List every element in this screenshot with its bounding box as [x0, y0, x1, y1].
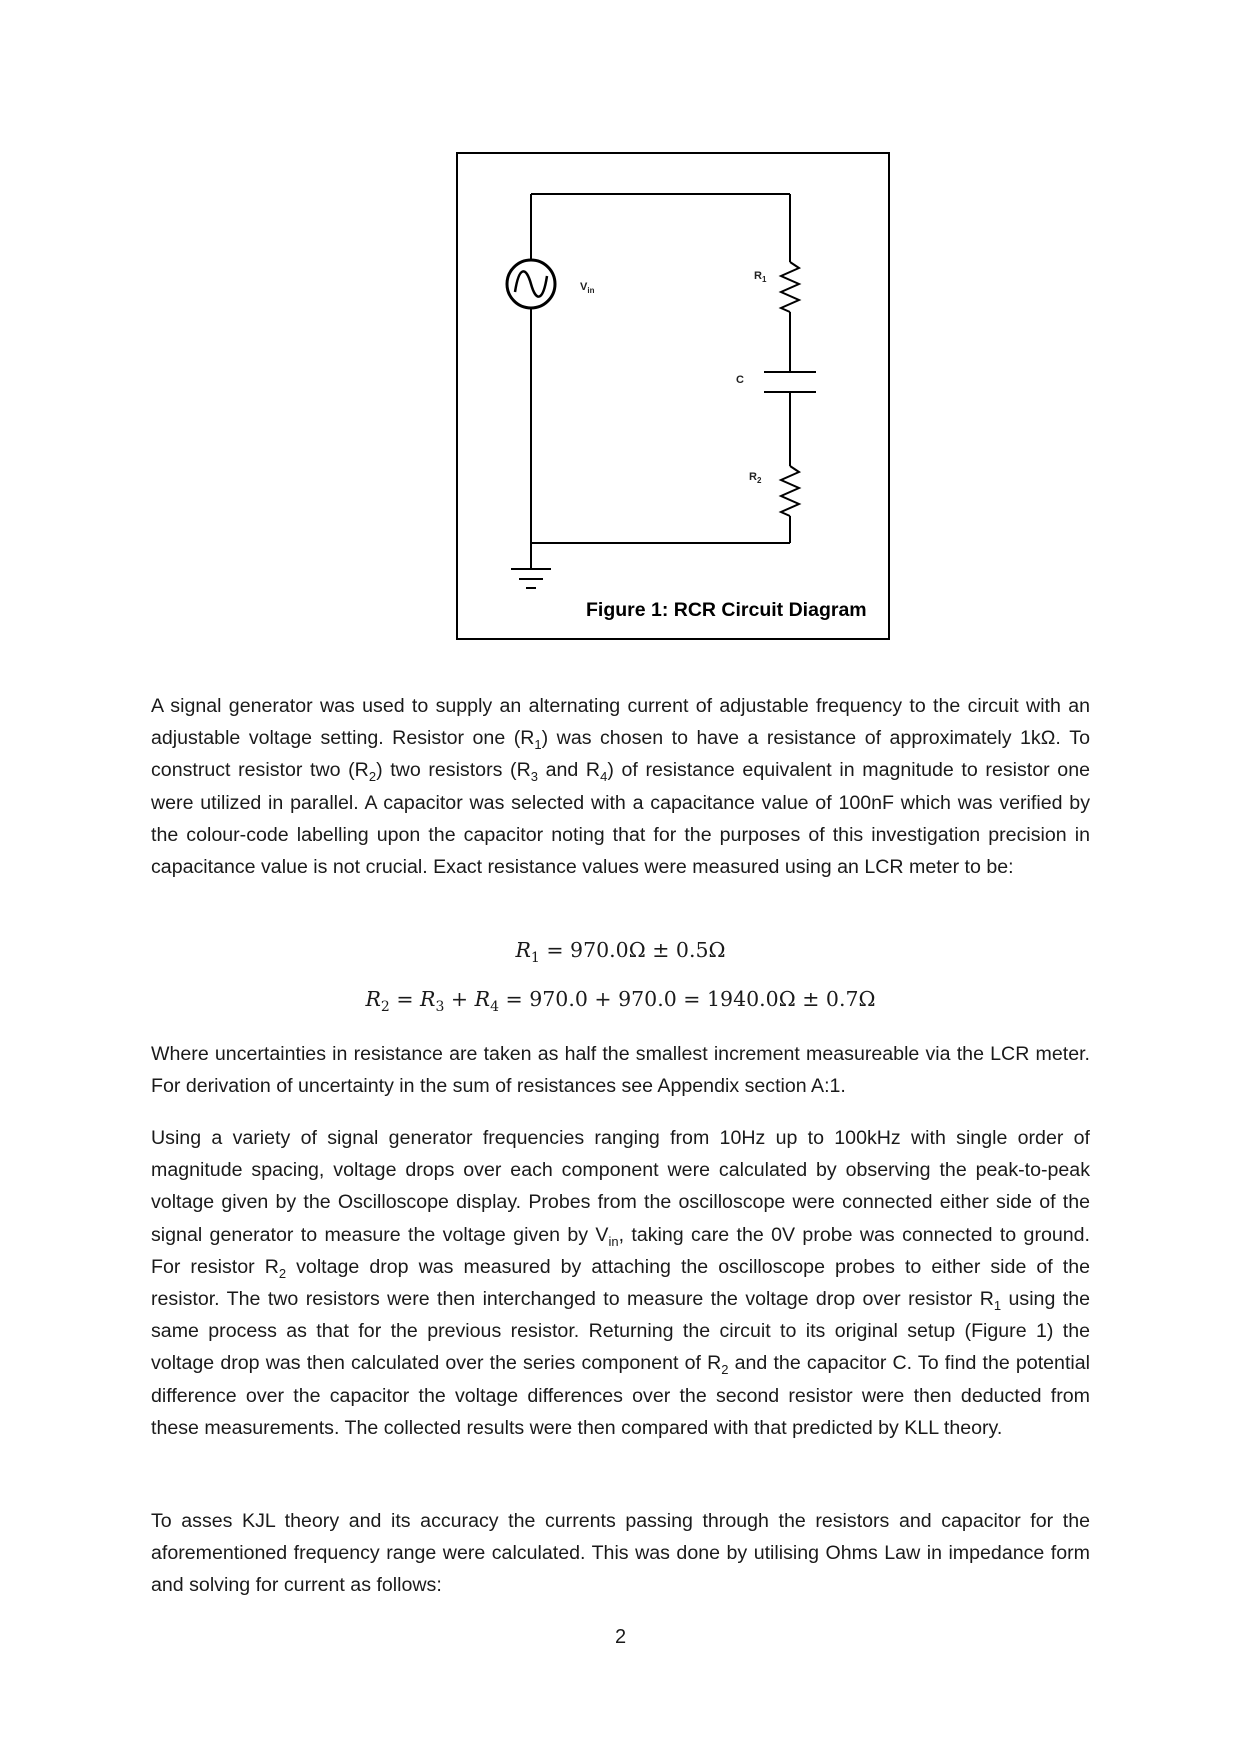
paragraph-intro: A signal generator was used to supply an alternating current of adjustable frequency to the circuit with an adjustable voltage setting. Resistor one $(R_1)$ was chosen to have a resistance of approximately 1kΩ. To construct resistor two $(R_2)$ two resistors ($R_3$ and $R_4$) of resistance equivalent in magnitude to resistor one were utilized in parallel. A capacitor was selected with a capacitance value of 100nF which was verified by the colour-code labelling upon the capacitor noting that for the purposes of this investigation precision in capacitance value is not crucial. Exact resistance values were measured using an LCR meter to be:: [151, 695, 1090, 879]
figure-caption: Figure 1: RCR Circuit Diagram: [586, 599, 867, 621]
equation-r1: $R_1 = 970.0\Omega \pm 0.5\Omega$: [515, 938, 726, 967]
circuit-diagram: [458, 154, 892, 642]
sine-wave-icon: [515, 271, 547, 296]
label-vin: $V_{in}$: [580, 281, 595, 296]
page-number: 2: [614, 1626, 627, 1648]
figure-rcr-circuit: [456, 152, 890, 640]
paragraph-method: Using a variety of signal generator frequencies ranging from 10Hz up to 100kHz with single order of magnitude spacing, voltage drops over each component were calculated by observing the peak-to-peak voltage given by the Oscilloscope display. Probes from the oscilloscope were connected either side of the signal generator to measure the voltage given by $V_{in}$, taking care the 0V probe was connected to ground. For resistor $R_2$ voltage drop was measured by attaching the oscilloscope probes to either side of the resistor. The two resistors were then interchanged to measure the voltage drop over resistor $R_1$ using the same process as that for the previous resistor. Returning the circuit to its original setup (Figure 1) the voltage drop was then calculated over the series component of $R_2$ and the capacitor C. To find the potential difference over the capacitor the voltage differences over the second resistor were then deducted from these measurements. The collected results were then compared with that predicted by KLL theory.: [151, 1127, 1090, 1439]
label-c: C: [736, 374, 744, 386]
paragraph-kjl: To asses KJL theory and its accuracy the currents passing through the resistors and capacitor for the aforementioned frequency range were calculated. This was done by utilising Ohms Law in impedance form and solving for current as follows:: [151, 1510, 1090, 1597]
equation-r2: $R_2 = R_3 + R_4 = 970.0 + 970.0 = 1940.0\Omega \pm 0.7\Omega$: [365, 987, 876, 1016]
resistor-r2-icon: [781, 466, 799, 516]
paragraph-uncertainty: Where uncertainties in resistance are taken as half the smallest increment measureable via the LCR meter. For derivation of uncertainty in the sum of resistances see Appendix section A:1.: [151, 1043, 1090, 1098]
label-r1: $R_1$: [754, 270, 767, 285]
label-r2: $R_2$: [749, 471, 762, 486]
resistor-r1-icon: [781, 262, 799, 312]
